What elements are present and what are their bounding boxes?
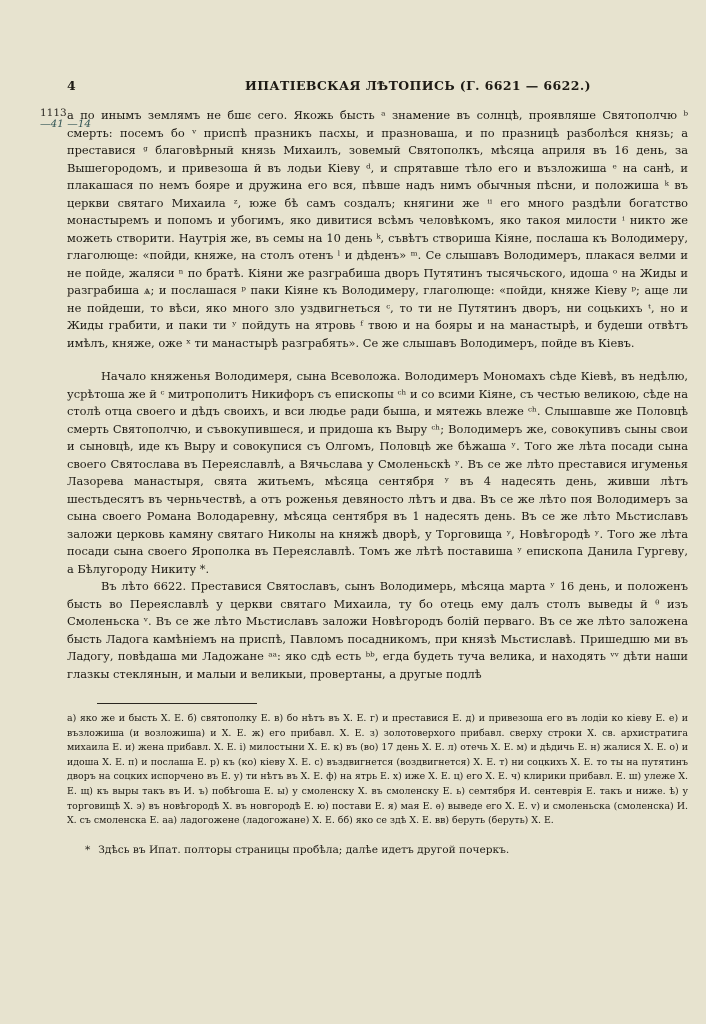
margin-year: 1113: [40, 107, 67, 119]
footnotes-apparatus: а) яко же и бысть Х. Е. б) святополку Е. в) бо нѣтъ въ Х. Е. г) и преставися Е. д) и привезоша его въ лодіи ко кіеву Е. е) и възложиша (и возложиша) и Х. Е. ж) его прибавл. Х. Е. з) золотоверхого прибавл. сверху строки Х. св. архистратига михаила Е. и) жена прибавл. Х. Е. і) милостыни Х. Е. к) въ (во) 17 день Х. Е. л) отечь Х. Е. м) и дѣдичь Е. н) жалися Х. Е. о) и идоша Х. Е. п) и послаша Е. р) къ (ко) кіеву Х. Е. с) въздвигнется (воздвигнется) Х. Е. т) ни соцкихъ Х. Е. то ты на путятинъ дворъ на соцких испорчено въ Е. у) ти нѣтъ въ Х. Е. ф) на ятрь Е. х) иже Х. Е. ц) его Х. Е. ч) клирики прибавл. Е. ш) улеже Х. Е. щ) къ выры такъ въ И. ъ) побѣгоша Е. ы) у смоленску Х. въ смоленску Е. ь) семтября И. сентеврія Е. такъ и ниже. ѣ) у торговищѣ Х. э) въ новѣгородѣ Х. въ новгородѣ Е. ю) постави Е. я) мая Е. ѳ) выведе его Х. Е. v) и смоленьска (смоленска) И. Х. съ смоленска Е. аа) ладогожене (ладогожане) Х. Е. бб) яко се здѣ Х. Е. вв) беруть (беруть) Х. Е.: [67, 713, 688, 827]
paragraph-gap: [67, 352, 688, 368]
editorial-note-text: Здѣсь въ Ипат. полторы страницы пробѣла; далѣе идетъ другой почеркъ.: [98, 843, 510, 856]
footnote-divider: [97, 703, 257, 704]
body-paragraph-1: а по инымъ землямъ не бшє сего. Якожь бысть ᵃ знамение въ солнцѣ, проявляше Святополчю ᵇ смерть: посемъ бо ᵛ приспѣ празникъ пасхы, и празноваша, и по празницѣ разболѣся князь; а преставися ᵍ благовѣрный князь Михаилъ, зовемый Святополкъ, мѣсяца априля въ 16 день, за Вышегородомъ, и привезоша й въ лодьи Кіеву ᵈ, и спрятавше тѣло его и възложиша ᵉ на санѣ, и плакашася по немъ бояре и дружина его вся, пѣвше надъ нимъ обычныя пѣсни, и положиша ᵏ въ церкви святаго Михаила ᶻ, юже бѣ самъ создалъ; княгини же ⁱⁱ его много раздѣли богатство монастыремъ и попомъ и убогимъ, яко дивитися всѣмъ человѣкомъ, яко такоя милости ⁱ никто же можеть створити. Наутрія же, въ семы на 10 день ᵏ, съвѣтъ створиша Кіяне, послаша къ Володимеру, глаголюще: «пойди, княже, на столъ отенъ ˡ и дѣденъ» ᵐ. Се слышавъ Володимеръ, плакася велми и не пойде, жаляси ⁿ по братѣ. Кіяни же разграбиша дворъ Путятинъ тысячьского, идоша ᵒ на Жиды и разграбиша ѧ; и послашася ᵖ паки Кіяне къ Володимеру, глаголюще: «пойди, княже Кіеву ᵖ; аще ли не пойдеши, то вѣси, яко много зло уздвигнеться ᶜ, то ти не Путятинъ дворъ, ни соцькихъ ᵗ, но и Жиды грабити, и паки ти ʸ пойдуть на ятровь ᶠ твою и на бояры и на манастырѣ, и будеши отвѣтъ имѣлъ, княже, оже ˣ ти манастырѣ разграбять». Се же слышавъ Володимеръ, пойде въ Кіевъ.: [67, 108, 688, 350]
margin-handwritten-note: —41 —14: [40, 118, 92, 130]
editorial-note: [85, 843, 688, 858]
body-paragraph-3: Въ лѣто 6622. Преставися Святославъ, сынъ Володимерь, мѣсяца марта ʸ 16 день, и положенъ бысть во Переяславлѣ у церкви святаго Михаила, ту бо отець ему далъ столъ выведы й ᶿ изъ Смоленьска ᵛ. Въ се же лѣто Мьстиславъ заложи Новѣгородъ болій перваго. Въ се же лѣто заложена бысть Ладога камѣніемъ на приспѣ, Павломъ посадникомъ, при князѣ Мьстиславѣ. Пришедшю ми въ Ладогу, повѣдаша ми Ладожане ᵃᵃ: яко сдѣ есть ᵇᵇ, егда будеть туча велика, и находять ᵛᵛ дѣти наши глазкы стеклянын, и малыи и великыи, провертаны, а другые подлѣ: [67, 579, 688, 681]
body-paragraph-2: Начало княженья Володимеря, сына Всеволожа. Володимеръ Мономахъ сѣде Кіевѣ, въ недѣлю, усрѣтоша же й ᶜ митрополитъ Никифоръ съ епископы ᶜʰ и со всими Кіяне, съ честью великою, сѣде на столѣ отца своего и дѣдъ своихъ, и вси людье ради быша, и мятежь влеже ᶜʰ. Слышавше же Половцѣ смерть Святополчю, и съвокупившеся, и придоша къ Выру ᶜʰ; Володимеръ же, совокупивъ сыны свои и сыновцѣ, иде къ Выру и совокупися съ Олгомъ, Половцѣ же бѣжаша ʸ. Того же лѣта посади сына своего Святослава въ Переяславлѣ, а Вячьслава у Смоленьскѣ ʸ. Въ се же лѣто преставися игуменья Лазорева манастыря, свята житьемъ, мѣсяца сентября ʸ въ 4 надесять день, живши лѣтъ шестьдесятъ въ черньчествѣ, а отъ роженья девяносто лѣтъ и два. Въ се же лѣто поя Володимеръ за сына своего Романа Володаревну, мѣсяца сентября въ 1 надесять день. Въ се же лѣто Мьстиславъ заложи церковь камяну святаго Николы на княжѣ дворѣ, у Торговища ʸ, Новѣгородѣ ʸ. Того же лѣта посади сына своего Ярополка въ Переяславлѣ. Томъ же лѣтѣ поставиша ʸ епископа Данила Гургеву, а Бѣлугороду Никиту *.: [67, 369, 688, 576]
margin-year-note: [40, 108, 91, 130]
running-head: ИПАТІЕВСКАЯ ЛѢТОПИСЬ (Г. 6621 — 6622.): [245, 78, 591, 93]
page-header: [67, 78, 688, 93]
asterisk-marker: *: [85, 843, 91, 856]
page-number: 4: [67, 78, 76, 93]
